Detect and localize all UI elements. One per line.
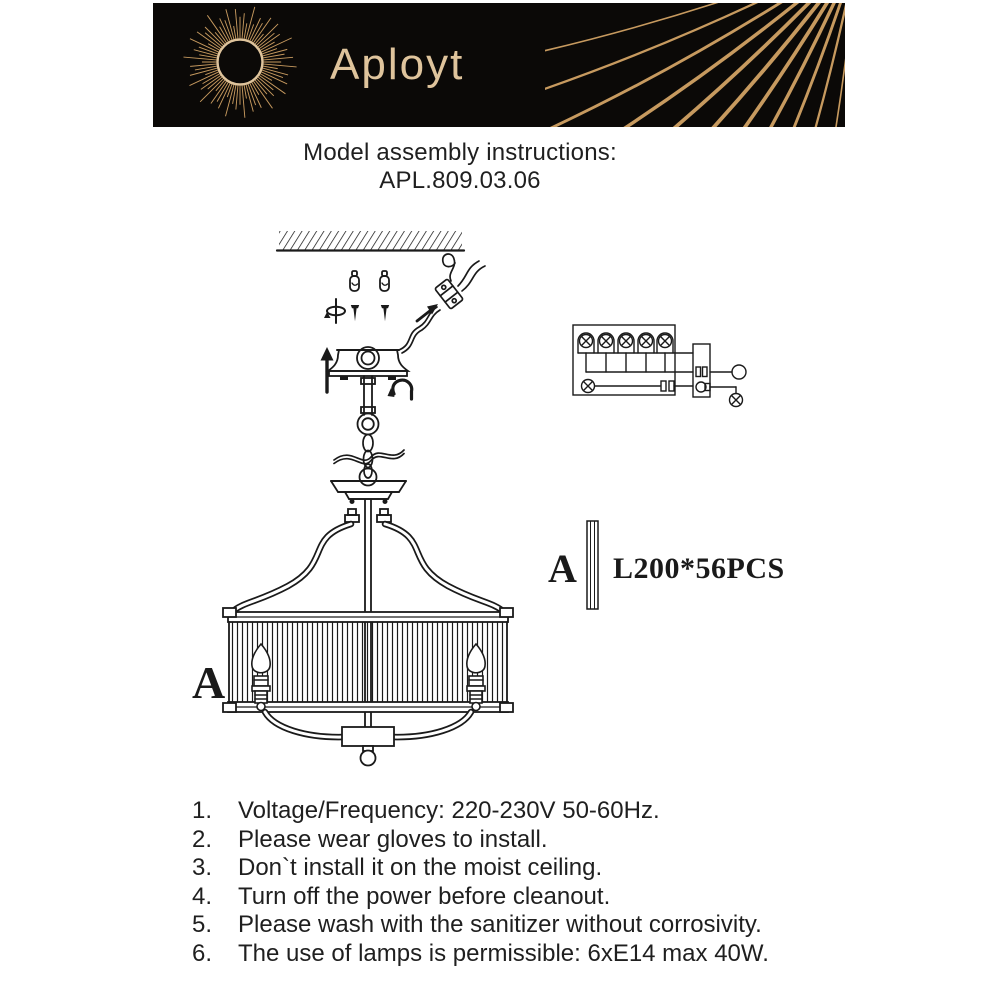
instruction-list <box>192 797 892 968</box>
instruction-item <box>192 940 892 969</box>
model-number: APL.809.03.06 <box>379 167 541 194</box>
terminal-connector <box>435 279 464 309</box>
title-block <box>110 139 810 195</box>
instruction-number: 5. <box>192 911 213 938</box>
rod-part-diagram <box>548 521 785 609</box>
wiring-diagram <box>573 325 746 407</box>
finial <box>361 746 376 766</box>
instruction-text: Please wash with the sanitizer without corrosivity. <box>238 911 762 938</box>
instruction-item <box>192 854 892 883</box>
anchor-icons <box>350 271 389 291</box>
part-label-a: A <box>548 546 577 591</box>
brand-banner <box>153 3 845 127</box>
instruction-item <box>192 911 892 940</box>
instruction-number: 2. <box>192 825 213 853</box>
hook-icon <box>388 380 412 399</box>
stem <box>361 376 375 415</box>
rotate-icon <box>324 299 345 323</box>
instruction-text: The use of lamps is permissible: 6xE14 max 40W. <box>238 939 769 967</box>
fixture-label-a: A <box>192 657 226 708</box>
page-title: Model assembly instructions: <box>303 139 617 166</box>
instruction-number: 1. <box>192 797 213 824</box>
canopy <box>328 347 408 380</box>
instruction-text: Voltage/Frequency: 220-230V 50-60Hz. <box>238 797 660 824</box>
mounting-nuts <box>345 509 391 522</box>
supply-wire <box>399 254 485 353</box>
up-arrow-icon <box>321 347 334 392</box>
instruction-number: 3. <box>192 854 213 881</box>
instruction-text: Please wear gloves to install. <box>238 825 548 853</box>
instruction-text: Turn off the power before cleanout. <box>238 882 611 910</box>
instruction-number: 4. <box>192 882 213 910</box>
top-cup <box>331 469 406 505</box>
assembly-diagram <box>150 205 850 795</box>
instruction-number: 6. <box>192 939 213 967</box>
screw-icons <box>351 305 389 321</box>
chain-and-wire <box>334 435 404 479</box>
instruction-item <box>192 797 892 826</box>
hanging-ring <box>358 414 379 435</box>
instruction-item <box>192 826 892 855</box>
fixture-arms <box>232 524 504 612</box>
starburst-logo-icon <box>182 4 298 120</box>
brand-name: Aployt <box>330 40 465 89</box>
instruction-text: Don`t install it on the moist ceiling. <box>238 854 603 881</box>
instruction-item <box>192 883 892 912</box>
candle-bulb-right <box>467 644 485 711</box>
candle-bulb-left <box>252 644 270 711</box>
part-spec-label: L200*56PCS <box>613 552 785 585</box>
ceiling-hatch <box>277 231 464 251</box>
corner-rays-icon <box>545 3 845 127</box>
bottom-hub <box>342 727 394 746</box>
